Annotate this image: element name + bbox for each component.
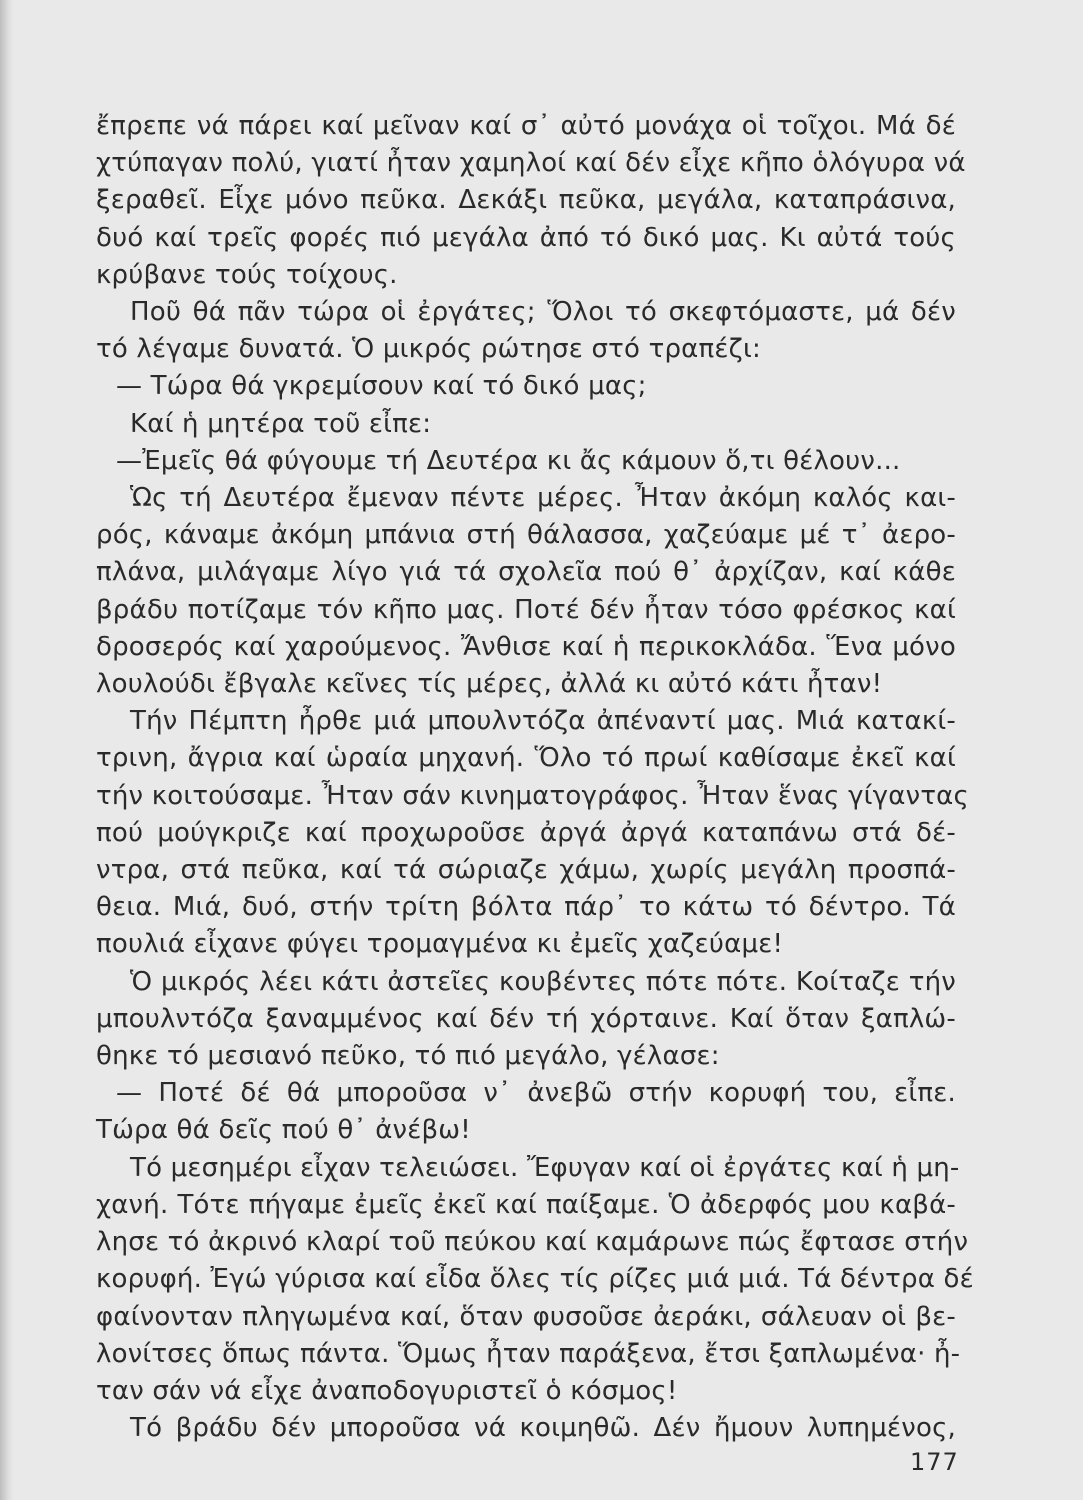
page-number: 177 [910,1448,959,1476]
text-line-15: δροσερός καί χαρούμενος. Ἄνθισε καί ἡ περικοκλάδα. Ἕνα μόνο [96,631,956,662]
page-edge-shadow [0,0,14,1500]
text-line-5: κρύβανε τούς τοίχους. [96,259,398,290]
text-line-30: χανή. Τότε πήγαμε ἐμεῖς ἐκεῖ καί παίξαμε. Ὁ ἀδερφός μου καβά- [96,1189,956,1220]
text-line-36: Τό βράδυ δέν μποροῦσα νά κοιμηθῶ. Δέν ἤμουν λυπημένος, [130,1413,956,1444]
text-line-32: κορυφή. Ἐγώ γύρισα καί εἶδα ὅλες τίς ρίζες μιά μιά. Τά δέντρα δέ [96,1264,974,1295]
text-line-9: Καί ἡ μητέρα τοῦ εἶπε: [130,408,432,439]
text-line-33: φαίνονταν πληγωμένα καί, ὅταν φυσοῦσε ἀεράκι, σάλευαν οἱ βε- [96,1301,956,1332]
text-line-18: τρινη, ἄγρια καί ὡραία μηχανή. Ὅλο τό πρωί καθίσαμε ἐκεῖ καί [96,743,956,774]
text-line-34: λονίτσες ὅπως πάντα. Ὅμως ἦταν παράξενα, ἔτσι ξαπλωμένα· ἦ- [96,1338,961,1369]
text-line-25: μπουλντόζα ξαναμμένος καί δέν τή χόρταινε. Καί ὅταν ξαπλώ- [96,1003,956,1034]
text-line-12: ρός, κάναμε ἀκόμη μπάνια στή θάλασσα, χαζεύαμε μέ τ᾽ ἀερο- [96,520,956,551]
text-line-24: Ὁ μικρός λέει κάτι ἀστεῖες κουβέντες πότε πότε. Κοίταζε τήν [130,966,956,997]
dialogue-line-3: — Ποτέ δέ θά μποροῦσα ν᾽ ἀνεβῶ στήν κορυφή του, εἶπε. [116,1078,956,1109]
text-line-28: Τώρα θά δεῖς πού θ᾽ ἀνέβω! [96,1115,471,1146]
text-line-20: πού μούγκριζε καί προχωροῦσε ἀργά ἀργά καταπάνω στά δέ- [96,817,956,848]
dialogue-line-2: —Ἐμεῖς θά φύγουμε τή Δευτέρα κι ἄς κάμουν ὅ,τι θέλουν... [116,445,901,476]
text-line-11: Ὡς τή Δευτέρα ἔμεναν πέντε μέρες. Ἦταν ἀκόμη καλός και- [130,483,956,514]
text-line-21: ντρα, στά πεῦκα, καί τά σώριαζε χάμω, χωρίς μεγάλη προσπά- [96,855,956,886]
text-line-13: πλάνα, μιλάγαμε λίγο γιά τά σχολεῖα πού θ᾽ ἀρχίζαν, καί κάθε [96,557,956,588]
text-line-17: Τήν Πέμπτη ἦρθε μιά μπουλντόζα ἀπέναντί μας. Μιά κατακί- [130,706,956,737]
text-line-19: τήν κοιτούσαμε. Ἦταν σάν κινηματογράφος. Ἦταν ἕνας γίγαντας [96,780,969,811]
text-line-29: Τό μεσημέρι εἶχαν τελειώσει. Ἔφυγαν καί οἱ ἐργάτες καί ἡ μη- [130,1152,960,1183]
text-line-16: λουλούδι ἔβγαλε κεῖνες τίς μέρες, ἀλλά κι αὐτό κάτι ἦταν! [96,669,883,700]
text-line-2: χτύπαγαν πολύ, γιατί ἦταν χαμηλοί καί δέν εἶχε κῆπο ὁλόγυρα νά [96,148,966,179]
text-line-31: λησε τό ἀκρινό κλαρί τοῦ πεύκου καί καμάρωνε πώς ἔφτασε στήν [96,1227,969,1258]
book-page-text [96,108,974,1447]
text-line-23: πουλιά εἶχανε φύγει τρομαγμένα κι ἐμεῖς χαζεύαμε! [96,929,784,960]
text-line-6: Ποῦ θά πᾶν τώρα οἱ ἐργάτες; Ὅλοι τό σκεφτόμαστε, μά δέν [130,297,956,328]
text-line-22: θεια. Μιά, δυό, στήν τρίτη βόλτα πάρ᾽ το κάτω τό δέντρο. Τά [96,892,956,923]
text-line-35: ταν σάν νά εἶχε ἀναποδογυριστεῖ ὁ κόσμος! [96,1375,678,1406]
text-line-14: βράδυ ποτίζαμε τόν κῆπο μας. Ποτέ δέν ἦταν τόσο φρέσκος καί [96,594,956,625]
text-line-4: δυό καί τρεῖς φορές πιό μεγάλα ἀπό τό δικό μας. Κι αὐτά τούς [96,222,956,253]
text-line-26: θηκε τό μεσιανό πεῦκο, τό πιό μεγάλο, γέλασε: [96,1041,720,1072]
text-line-3: ξεραθεῖ. Εἶχε μόνο πεῦκα. Δεκάξι πεῦκα, μεγάλα, καταπράσινα, [96,185,956,216]
dialogue-line-1: — Τώρα θά γκρεμίσουν καί τό δικό μας; [116,371,647,402]
text-line-1: ἔπρεπε νά πάρει καί μεῖναν καί σ᾽ αὐτό μονάχα οἱ τοῖχοι. Μά δέ [96,111,956,141]
text-line-7: τό λέγαμε δυνατά. Ὁ μικρός ρώτησε στό τραπέζι: [96,334,761,365]
